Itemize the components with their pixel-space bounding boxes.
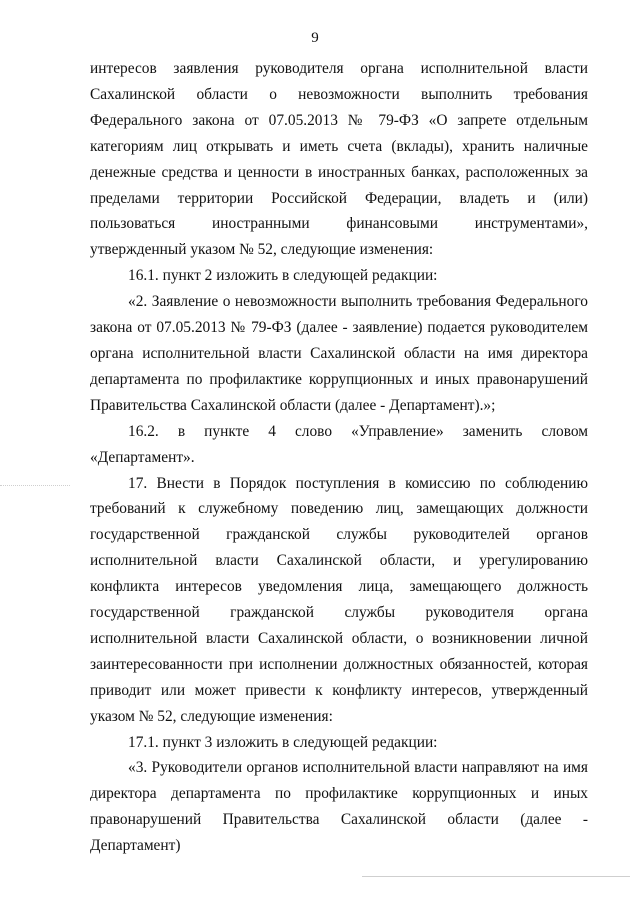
paragraph-16-1: 16.1. пункт 2 изложить в следующей редакции:	[128, 267, 438, 285]
paragraph-17: 17. Внести в Порядок поступления в комиссию по соблюдению требований к служебному поведению лиц, замещающих должности государственной гражданской службы руководителей органов исполнительной власти Сахалинской области, и урегулированию конфликта интересов уведомления лица, замещающего должность государственной гражданской службы руководителя органа исполнительной власти Сахалинской области, о возникновении личной заинтересованности при исполнении должностных обязанностей, которая приводит или может привести к конфликту интересов, утвержденный указом № 52, следующие изменения:	[90, 474, 588, 725]
page-number: 9	[311, 30, 319, 46]
paragraph-continuation: интересов заявления руководителя органа исполнительной власти Сахалинской области о невозможности выполнить требования Федерального закона от 07.05.2013 № 79-ФЗ «О запрете отдельным категориям лиц открывать и иметь счета (вклады), хранить наличные денежные средства и ценности в иностранных банках, расположенных за пределами территории Российской Федерации, владеть и (или) пользоваться иностранными финансовыми инструментами», утвержденный указом № 52, следующие изменения:	[90, 60, 588, 259]
paragraph-quoted-item-2: «2. Заявление о невозможности выполнить требования Федерального закона от 07.05.2013 № 79-ФЗ (далее - заявление) подается руководителем органа исполнительной власти Сахалинской области на имя директора департамента по профилактике коррупционных и иных правонарушений Правительства Сахалинской области (далее - Департамент).»;	[90, 293, 588, 414]
paragraph-16-2: 16.2. в пункте 4 слово «Управление» заменить словом «Департамент».	[90, 422, 588, 466]
scan-artifact-left	[0, 485, 70, 486]
paragraph-quoted-item-3: «3. Руководители органов исполнительной власти направляют на имя директора департамента по профилактике коррупционных и иных правонарушений Правительства Сахалинской области (далее - Департамент)	[90, 759, 588, 855]
paragraph-17-1: 17.1. пункт 3 изложить в следующей редакции:	[128, 733, 438, 751]
scan-artifact-bottom-line	[362, 876, 630, 877]
document-body	[90, 56, 588, 859]
